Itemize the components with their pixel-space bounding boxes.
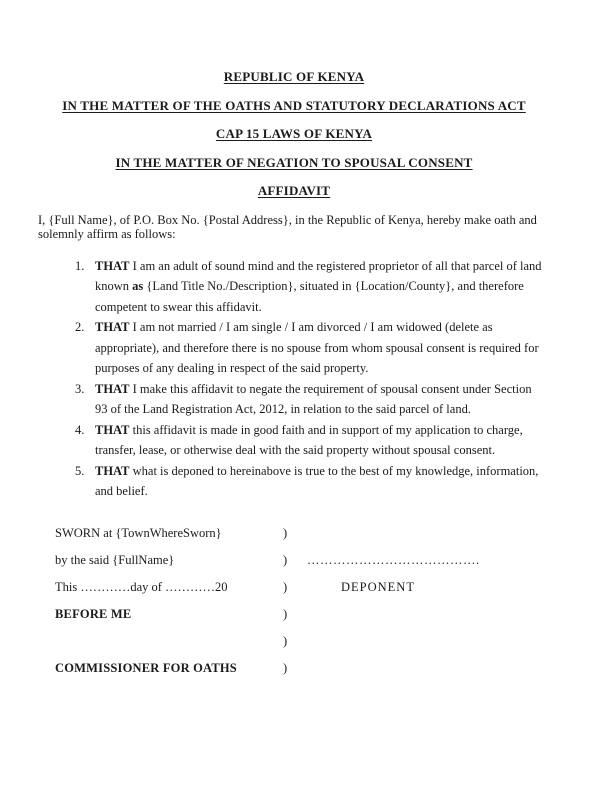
jurat-right-text: DEPONENT xyxy=(341,579,415,594)
document-heading: AFFIDAVIT xyxy=(257,183,331,198)
jurat-row xyxy=(55,661,550,688)
jurat-row xyxy=(55,634,550,661)
jurat-paren: ) xyxy=(283,633,288,648)
clause-text-fragment: what is deponed to hereinabove is true to the best of my knowledge, information, and belief. xyxy=(95,463,539,498)
clause-text-fragment: as xyxy=(132,279,144,293)
jurat-left-text: BEFORE ME xyxy=(55,606,132,621)
jurat-row xyxy=(55,553,550,580)
clause-text-fragment: THAT xyxy=(95,422,130,437)
clause-text xyxy=(95,464,538,499)
clause-item xyxy=(75,379,542,420)
clause-text xyxy=(95,423,523,458)
document-heading: REPUBLIC OF KENYA xyxy=(223,69,365,84)
clause-text xyxy=(95,382,532,417)
clause-number: 2. xyxy=(75,320,85,334)
heading-block xyxy=(38,70,550,198)
document-heading: IN THE MATTER OF NEGATION TO SPOUSAL CONSENT xyxy=(115,154,473,170)
jurat-left-text: This …………day of …………20 xyxy=(55,579,228,594)
jurat-left-text: COMMISSIONER FOR OATHS xyxy=(55,660,237,675)
clause-text-fragment: I make this affidavit to negate the requirement of spousal consent under Section 93 of the Land Registration Act, 2012, in relation to the said parcel of land. xyxy=(95,381,532,416)
clause-item xyxy=(75,461,542,502)
clause-text-fragment: THAT xyxy=(95,320,130,334)
clause-text-fragment: THAT xyxy=(95,258,130,273)
jurat-block xyxy=(55,526,550,688)
jurat-paren: ) xyxy=(283,552,288,567)
clause-text-fragment: THAT xyxy=(95,463,130,478)
clause-list xyxy=(38,256,550,502)
clause-text-fragment: this affidavit is made in good faith and in support of my application to charge, transfer, lease, or otherwise deal with the said property without spousal consent. xyxy=(95,422,523,457)
jurat-row xyxy=(55,607,550,634)
jurat-left-text: SWORN at {TownWhereSworn} xyxy=(55,525,222,540)
document-heading: CAP 15 LAWS OF KENYA xyxy=(215,126,373,141)
clause-text xyxy=(95,320,539,375)
clause-item xyxy=(75,317,542,379)
clause-number: 1. xyxy=(75,258,85,273)
clause-text xyxy=(95,259,542,314)
clause-number: 5. xyxy=(75,463,85,478)
jurat-left-text: by the said {FullName} xyxy=(55,552,175,567)
clause-text-fragment: I am an adult of sound mind and the registered proprietor of all that parcel of land known xyxy=(95,258,542,293)
intro-paragraph: I, {Full Name}, of P.O. Box No. {Postal Address}, in the Republic of Kenya, hereby make oath and solemnly affirm as follows: xyxy=(38,212,537,241)
clause-text-fragment: {Land Title No./Description}, situated in {Location/County}, and therefore competent to swear this affidavit. xyxy=(95,279,524,314)
clause-item xyxy=(75,420,542,461)
jurat-row xyxy=(55,526,550,553)
document-heading: IN THE MATTER OF THE OATHS AND STATUTORY DECLARATIONS ACT xyxy=(62,97,526,113)
clause-text-fragment: THAT xyxy=(95,381,130,396)
jurat-right-text: …………………………………. xyxy=(307,552,480,567)
clause-text-fragment: I am not married / I am single / I am divorced / I am widowed (delete as appropriate), and therefore there is no spouse from whom spousal consent is required for purposes of any dealing in respect of the said property. xyxy=(95,320,539,375)
jurat-row xyxy=(55,580,550,607)
clause-number: 3. xyxy=(75,381,85,396)
jurat-paren: ) xyxy=(283,660,288,675)
clause-number: 4. xyxy=(75,422,85,437)
jurat-paren: ) xyxy=(283,606,288,621)
jurat-paren: ) xyxy=(283,579,288,594)
clause-item xyxy=(75,256,542,318)
jurat-paren: ) xyxy=(283,525,288,540)
